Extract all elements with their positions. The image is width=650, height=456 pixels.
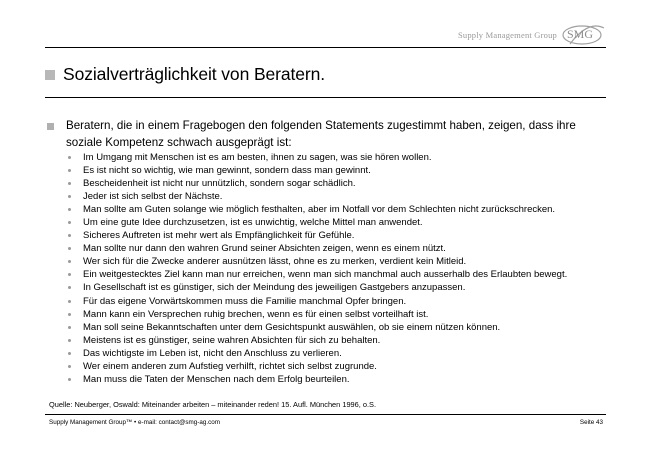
bullet-dot-icon [68,378,71,381]
logo-swoosh-icon [560,22,606,48]
statement-text: Jeder ist sich selbst der Nächste. [83,191,223,203]
statement-text: Um eine gute Idee durchzusetzen, ist es unwichtig, welche Mittel man anwendet. [83,217,423,229]
bullet-dot-icon [68,260,71,263]
statement-text: In Gesellschaft ist es günstiger, sich der Meindung des jeweiligen Gastgebers anzupassen. [83,282,466,294]
statement-item [68,308,567,321]
bullet-dot-icon [68,352,71,355]
statement-text: Sicheres Auftreten ist mehr wert als Empfänglichkeit für Gefühle. [83,230,355,242]
bullet-dot-icon [68,169,71,172]
statement-item [68,268,567,281]
statement-item [68,334,567,347]
logo-text: Supply Management Group [457,30,557,40]
footer-divider [45,414,606,415]
page-number: Seite 43 [579,419,603,426]
statement-text: Ein weitgestecktes Ziel kann man nur erreichen, wenn man sich manchmal auch ausserhalb des Erlaubten bewegt. [83,269,568,281]
statement-item [68,151,567,164]
bullet-dot-icon [68,365,71,368]
statement-list [68,151,567,386]
bullet-dot-icon [68,221,71,224]
bullet-dot-icon [68,273,71,276]
bullet-dot-icon [68,234,71,237]
statement-text: Wer sich für die Zwecke anderer ausnützen lässt, ohne es zu merken, verdient kein Mitleid. [83,256,467,268]
statement-text: Es ist nicht so wichtig, wie man gewinnt, sondern dass man gewinnt. [83,165,371,177]
title-divider [45,97,606,98]
statement-text: Wer einem anderen zum Aufstieg verhilft, richtet sich selbst zugrunde. [83,360,377,372]
statement-text: Man muss die Taten der Menschen nach dem Erfolg beurteilen. [83,373,350,385]
statement-item [68,295,567,308]
statement-item [68,216,567,229]
page-title: Sozialverträglichkeit von Beratern. [63,64,326,84]
footer-contact: Supply Management Group™ • e-mail: contact@smg-ag.com [49,419,220,426]
source-citation: Quelle: Neuberger, Oswald: Miteinander arbeiten – miteinander reden! 15. Aufl. München 1996, o.S. [49,400,377,409]
bullet-dot-icon [68,247,71,250]
bullet-dot-icon [68,326,71,329]
title-square-icon [45,70,55,80]
company-logo [458,22,606,48]
statement-item [68,164,567,177]
header-divider [45,47,606,48]
statement-item [68,203,567,216]
bullet-dot-icon [68,339,71,342]
intro-square-icon [47,123,54,130]
statement-text: Man soll seine Bekanntschaften unter dem Gesichtspunkt auswählen, ob sie einem nützen können. [83,321,501,333]
title-row [45,64,325,85]
statement-item [68,177,567,190]
statement-text: Mann kann ein Versprechen ruhig brechen, wenn es für einen selbst vorteilhaft ist. [83,308,429,320]
statement-text: Meistens ist es günstiger, seine wahren Absichten für sich zu behalten. [83,334,381,346]
statement-item [68,321,567,334]
statement-item [68,190,567,203]
statement-text: Im Umgang mit Menschen ist es am besten, ihnen zu sagen, was sie hören wollen. [83,152,432,164]
bullet-dot-icon [68,300,71,303]
statement-text: Bescheidenheit ist nicht nur unnützlich, sondern sogar schädlich. [83,178,356,190]
bullet-dot-icon [68,156,71,159]
statement-item [68,255,567,268]
bullet-dot-icon [68,208,71,211]
statement-item [68,242,567,255]
statement-item [68,373,567,386]
statement-text: Man sollte am Guten solange wie möglich festhalten, aber im Notfall vor dem Schlechten nicht zurückschrecken. [83,204,556,216]
bullet-dot-icon [68,313,71,316]
statement-item [68,229,567,242]
intro-text: Beratern, die in einem Fragebogen den folgenden Statements zugestimmt haben, zeigen, dass ihre soziale Kompetenz schwach ausgeprägt ist: [66,119,576,149]
bullet-dot-icon [68,195,71,198]
statement-item [68,281,567,294]
statement-item [68,347,567,360]
statement-text: Für das eigene Vorwärtskommen muss die Familie manchmal Opfer bringen. [83,295,407,307]
bullet-dot-icon [68,286,71,289]
intro-paragraph [47,118,607,151]
statement-text: Man sollte nur dann den wahren Grund seiner Absichten zeigen, wenn es einem nützt. [83,243,446,255]
statement-text: Das wichtigste im Leben ist, nicht den Anschluss zu verlieren. [83,347,342,359]
logo-abbr: SMG [567,27,594,41]
statement-item [68,360,567,373]
bullet-dot-icon [68,182,71,185]
